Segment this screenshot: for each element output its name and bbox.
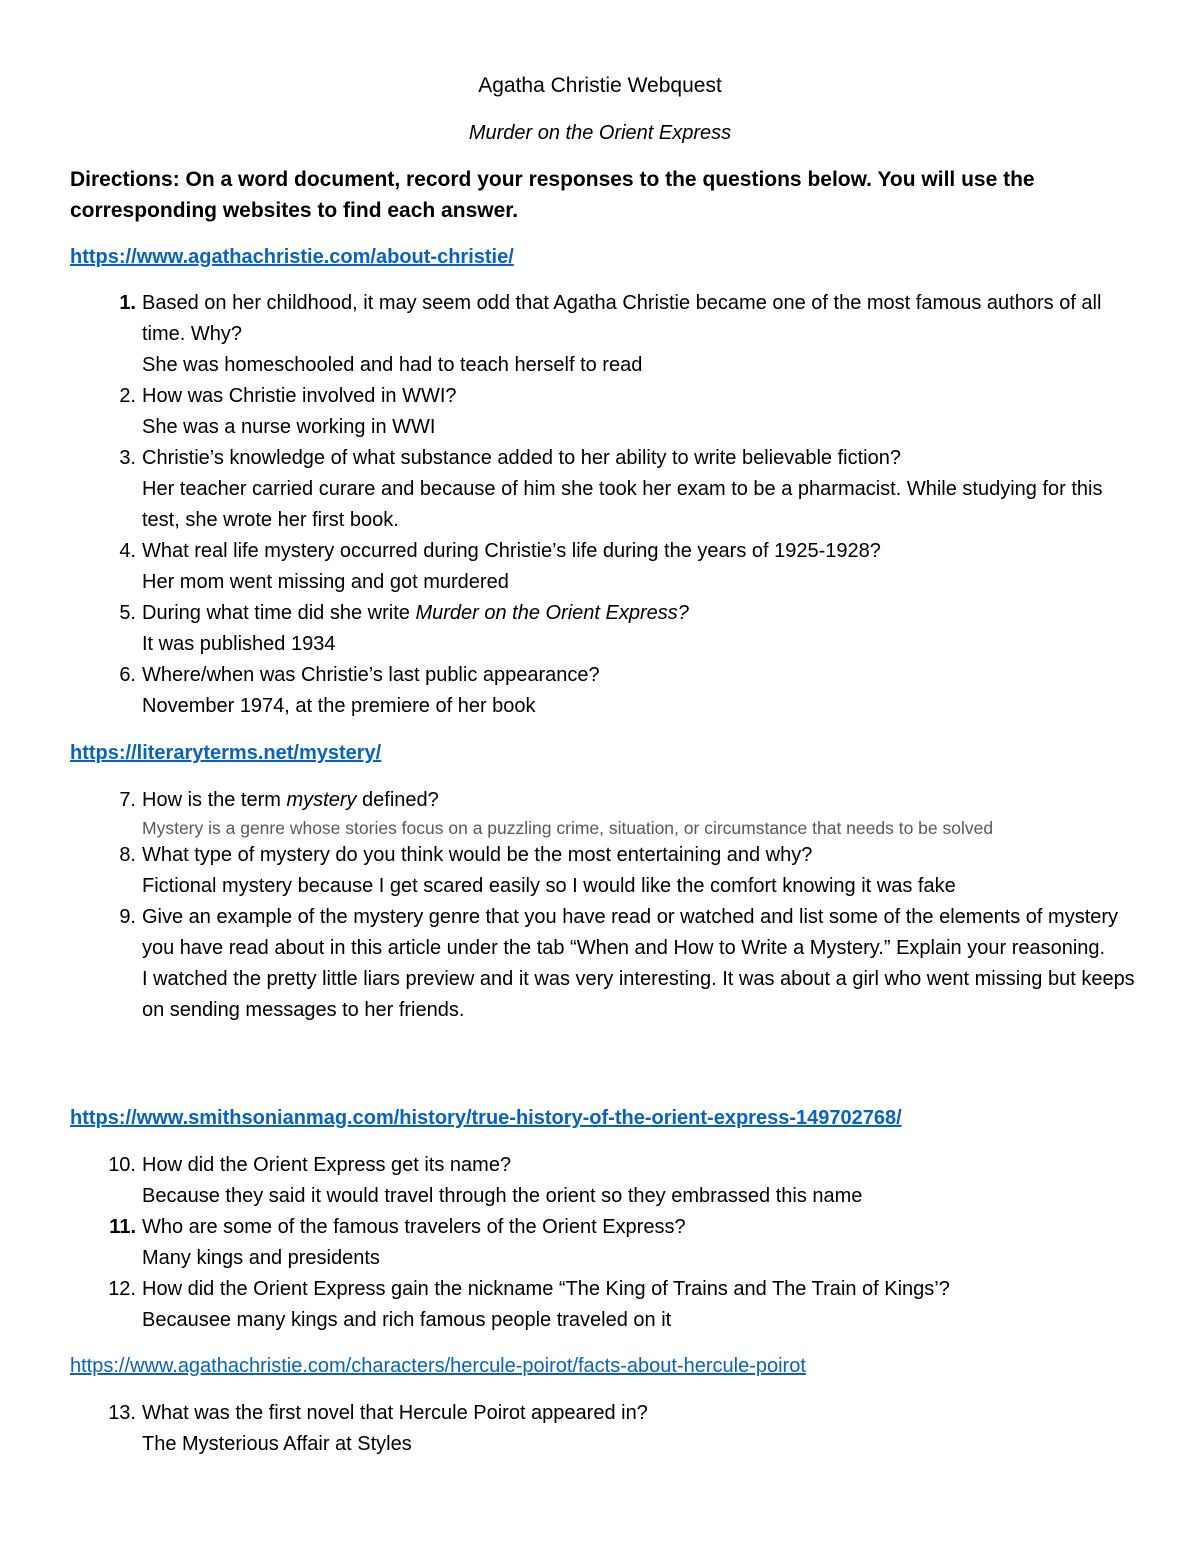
question-text: Where/when was Christie’s last public appearance? [142,664,600,686]
question-7: 7. How is the term mystery defined? Mystery is a genre whose stories focus on a puzzling crime, situation, or circumstance that needs to be solved [100,785,1145,841]
answer-text: November 1974, at the premiere of her book [142,695,536,717]
question-text: What was the first novel that Hercule Poirot appeared in? [142,1402,648,1424]
question-8: 8. What type of mystery do you think would be the most entertaining and why? Fictional mystery because I get scared easily so I would like the comfort knowing it was fake [100,840,1145,902]
question-5: 5. During what time did she write Murder on the Orient Express? It was published 1934 [100,598,1145,660]
answer-text: I watched the pretty little liars preview and it was very interesting. It was about a girl who went missing but keeps on sending messages to her friends. [142,968,1135,1021]
question-text-title: Murder on the Orient Express? [415,602,689,624]
question-text: How did the Orient Express gain the nickname “The King of Trains and The Train of Kings’? [142,1278,950,1300]
question-1: 1. Based on her childhood, it may seem odd that Agatha Christie became one of the most famous authors of all time. Why? She was homeschooled and had to teach herself to read [100,288,1145,381]
question-text-term: mystery [286,789,357,811]
answer-text: Becausee many kings and rich famous people traveled on it [142,1309,672,1331]
question-text: What real life mystery occurred during Christie’s life during the years of 1925-1928? [142,540,881,562]
answer-text: Many kings and presidents [142,1247,380,1269]
question-text: What type of mystery do you think would be the most entertaining and why? [142,844,813,866]
answer-text: The Mysterious Affair at Styles [142,1433,412,1455]
link-smithsonian[interactable]: https://www.smithsonianmag.com/history/true-history-of-the-orient-express-149702768/ [70,1107,902,1129]
answer-text: Her teacher carried curare and because of him she took her exam to be a pharmacist. While studying for this test, she wrote her first book. [142,478,1103,531]
link-literary-terms[interactable]: https://literaryterms.net/mystery/ [70,742,382,764]
question-text: Who are some of the famous travelers of the Orient Express? [142,1216,686,1238]
answer-text: It was published 1934 [142,633,336,655]
question-text: Based on her childhood, it may seem odd that Agatha Christie became one of the most famous authors of all time. Why? [142,292,1102,345]
question-9: 9. Give an example of the mystery genre that you have read or watched and list some of the elements of mystery you have read about in this article under the tab “When and How to Write a Mystery.” Explain your reasoning. I watched the pretty little liars preview and it was very interesting. It was about a girl who went missing but keeps on sending messages to her friends. [100,902,1145,1026]
question-4: 4. What real life mystery occurred during Christie’s life during the years of 1925-1928? Her mom went missing and got murdered [100,536,1145,598]
document-subtitle: Murder on the Orient Express [468,122,732,144]
answer-text: Because they said it would travel through the orient so they embrassed this name [142,1185,863,1207]
question-11: 11. Who are some of the famous travelers of the Orient Express? Many kings and presidents [100,1212,1145,1274]
document-title: Agatha Christie Webquest [478,74,722,97]
question-text: How was Christie involved in WWI? [142,385,457,407]
question-6: 6. Where/when was Christie’s last public appearance? November 1974, at the premiere of her book [100,660,1145,722]
question-3: 3. Christie’s knowledge of what substance added to her ability to write believable fiction? Her teacher carried curare and because of him she took her exam to be a pharmacist. While studying for this test, she wrote her first book. [100,443,1145,536]
question-text-prefix: During what time did she write [142,602,416,624]
question-text-prefix: How is the term [142,789,287,811]
question-13: 13. What was the first novel that Hercule Poirot appeared in? The Mysterious Affair at Styles [100,1398,1145,1460]
link-about-christie[interactable]: https://www.agathachristie.com/about-christie/ [70,246,514,268]
question-text: Give an example of the mystery genre that you have read or watched and list some of the elements of mystery you have read about in this article under the tab “When and How to Write a Mystery.” Explain your reasoning. [142,906,1119,959]
question-text-suffix: defined? [356,789,439,811]
directions-text: Directions: On a word document, record your responses to the questions below. You will use the corresponding websites to find each answer. [70,168,1035,222]
question-text: Christie’s knowledge of what substance added to her ability to write believable fiction? [142,447,901,469]
question-10: 10. How did the Orient Express get its name? Because they said it would travel through the orient so they embrassed this name [100,1150,1145,1212]
answer-text: Mystery is a genre whose stories focus on a puzzling crime, situation, or circumstance that needs to be solved [142,818,994,838]
answer-text: Fictional mystery because I get scared easily so I would like the comfort knowing it was fake [142,875,956,897]
question-text: How did the Orient Express get its name? [142,1154,512,1176]
answer-text: She was a nurse working in WWI [142,416,436,438]
question-12: 12. How did the Orient Express gain the nickname “The King of Trains and The Train of Kings’? Becausee many kings and rich famous people traveled on it [100,1274,1145,1336]
link-hercule-poirot[interactable]: https://www.agathachristie.com/characters/hercule-poirot/facts-about-hercule-poirot [70,1355,806,1377]
question-2: 2. How was Christie involved in WWI? She was a nurse working in WWI [100,381,1145,443]
answer-text: Her mom went missing and got murdered [142,571,509,593]
answer-text: She was homeschooled and had to teach herself to read [142,354,643,376]
